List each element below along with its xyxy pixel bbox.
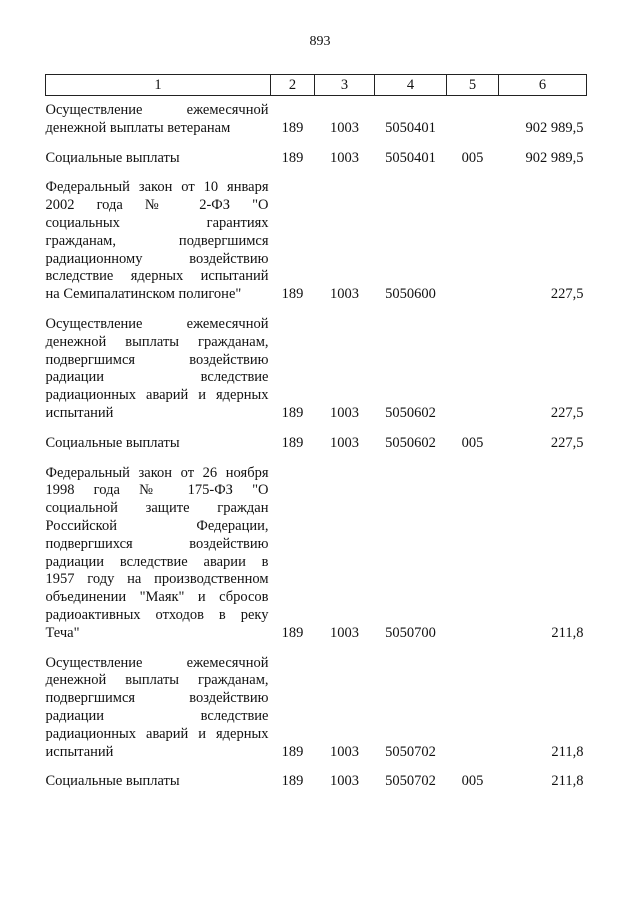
row-target-code: 5050702 [385, 773, 436, 790]
description-line: на Семипалатинском полигоне" [45, 286, 242, 303]
row-amount: 902 989,5 [525, 149, 584, 166]
row-description [46, 761, 271, 791]
row-ministry-code: 189 [281, 624, 304, 641]
row-expense-type [447, 304, 499, 423]
description-line: радиационных аварий и ядерных [45, 725, 269, 742]
row-amount: 211,8 [551, 743, 584, 760]
row-target-code: 5050602 [385, 404, 436, 421]
description-line: объединении "Маяк" и сбросов [45, 589, 269, 606]
row-expense-type [447, 167, 499, 304]
header-col-4: 4 [375, 75, 447, 96]
description-line: социальной защите граждан [45, 500, 269, 517]
header-col-2: 2 [271, 75, 315, 96]
description-line: 1957 году на производственном [45, 571, 269, 588]
row-expense-type [447, 453, 499, 643]
table-row [46, 138, 587, 168]
description-line: радиации вследствие аварии в [45, 553, 269, 570]
header-col-6: 6 [499, 75, 587, 96]
table-row [46, 96, 587, 138]
header-col-3: 3 [315, 75, 375, 96]
description-line: Социальные выплаты [45, 434, 180, 451]
table-header [46, 75, 587, 96]
header-col-1: 1 [46, 75, 271, 96]
row-amount: 211,8 [551, 624, 584, 641]
description-line: Осуществление ежемесячной [45, 315, 269, 332]
row-section-code: 1003 [330, 434, 359, 451]
row-description [46, 96, 271, 138]
row-description [46, 453, 271, 643]
description-line: 1998 года № 175-ФЗ "О [45, 482, 269, 499]
description-line: вследствие ядерных испытаний [45, 268, 269, 285]
row-target-code: 5050702 [385, 743, 436, 760]
description-line: радиоактивных отходов в реку [45, 606, 269, 623]
row-amount: 227,5 [550, 404, 584, 421]
row-section-code: 1003 [330, 773, 359, 790]
description-line: радиационному воздействию [45, 250, 269, 267]
description-line: денежной выплаты гражданам, [45, 672, 269, 689]
table-row [46, 304, 587, 423]
description-line: радиационных аварий и ядерных [45, 387, 269, 404]
row-description [46, 167, 271, 304]
description-line: Федеральный закон от 26 ноября [45, 464, 269, 481]
row-amount: 227,5 [550, 434, 584, 451]
description-line: испытаний [45, 404, 114, 421]
table-row [46, 453, 587, 643]
budget-table [45, 74, 587, 791]
row-ministry-code: 189 [281, 149, 304, 166]
description-line: Российской Федерации, [45, 517, 269, 534]
header-col-5: 5 [447, 75, 499, 96]
row-ministry-code: 189 [281, 404, 304, 421]
page-number: 893 [309, 34, 331, 49]
row-description [46, 304, 271, 423]
row-description [46, 423, 271, 453]
description-line: испытаний [45, 743, 114, 760]
row-expense-type: 005 [461, 434, 484, 451]
description-line: Социальные выплаты [45, 773, 180, 790]
row-ministry-code: 189 [281, 286, 304, 303]
row-expense-type: 005 [461, 149, 484, 166]
table-body [46, 96, 587, 792]
row-section-code: 1003 [330, 149, 359, 166]
description-line: Теча" [45, 624, 80, 641]
row-section-code: 1003 [330, 624, 359, 641]
row-section-code: 1003 [330, 743, 359, 760]
header-row [46, 75, 587, 96]
row-expense-type: 005 [461, 773, 484, 790]
row-section-code: 1003 [330, 404, 359, 421]
table-row [46, 761, 587, 791]
row-target-code: 5050602 [385, 434, 436, 451]
row-ministry-code: 189 [281, 434, 304, 451]
row-target-code: 5050401 [385, 149, 436, 166]
description-line: гражданам, подвергшимся [45, 232, 269, 249]
table-row [46, 423, 587, 453]
row-section-code: 1003 [330, 286, 359, 303]
row-target-code: 5050700 [385, 624, 436, 641]
row-amount: 227,5 [550, 286, 584, 303]
row-ministry-code: 189 [281, 773, 304, 790]
row-amount: 211,8 [551, 773, 584, 790]
description-line: подвергшимся воздействию [45, 351, 269, 368]
row-target-code: 5050600 [385, 286, 436, 303]
description-line: радиации вследствие [45, 369, 269, 386]
row-description [46, 138, 271, 168]
description-line: Осуществление ежемесячной [45, 654, 269, 671]
row-section-code: 1003 [330, 119, 359, 136]
description-line: 2002 года № 2-ФЗ "О [45, 197, 269, 214]
row-ministry-code: 189 [281, 743, 304, 760]
description-line: радиации вследствие [45, 707, 269, 724]
table-row [46, 643, 587, 762]
row-expense-type [447, 96, 499, 138]
description-line: Осуществление ежемесячной [45, 102, 269, 118]
description-line: Социальные выплаты [45, 149, 180, 166]
description-line: Федеральный закон от 10 января [45, 179, 269, 196]
row-ministry-code: 189 [281, 119, 304, 136]
table-row [46, 167, 587, 304]
row-target-code: 5050401 [385, 119, 436, 136]
description-line: социальных гарантиях [45, 214, 269, 231]
description-line: денежной выплаты гражданам, [45, 333, 269, 350]
description-line: подвергшимся воздействию [45, 690, 269, 707]
row-description [46, 643, 271, 762]
row-amount: 902 989,5 [525, 119, 584, 136]
description-line: подвергшихся воздействию [45, 535, 269, 552]
row-expense-type [447, 643, 499, 762]
description-line: денежной выплаты ветеранам [45, 119, 231, 136]
